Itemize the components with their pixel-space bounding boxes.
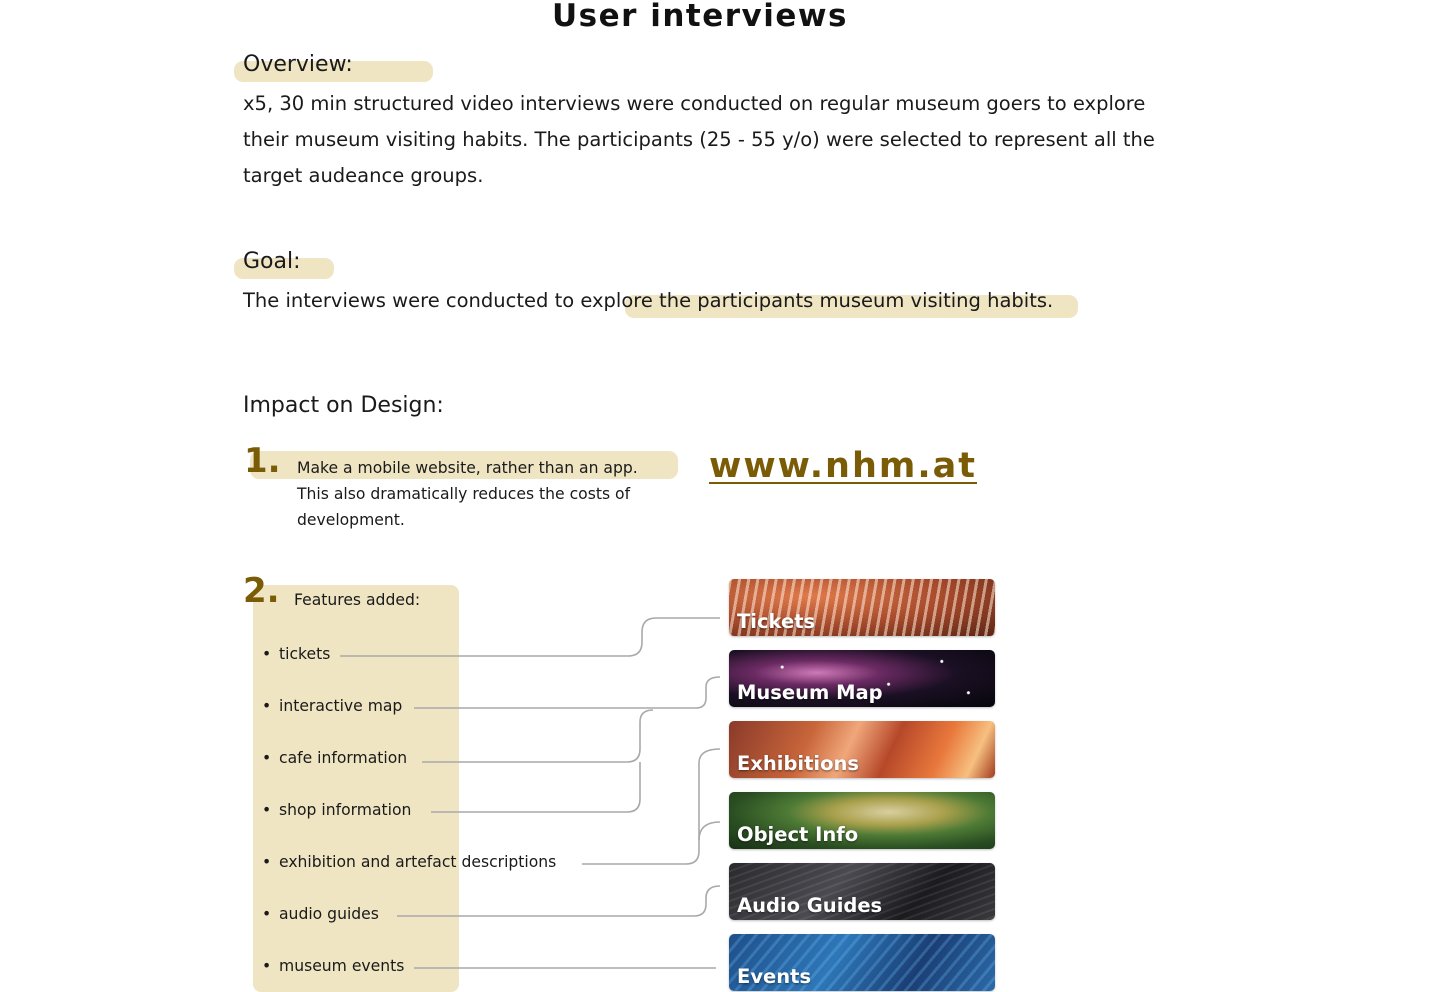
card-tickets[interactable]: Tickets (729, 579, 995, 636)
feature-item-cafe: • cafe information (262, 749, 408, 767)
feature-item-tickets: • tickets (262, 645, 331, 663)
page-title: User interviews (551, 0, 848, 34)
card-object-info[interactable]: Object Info (729, 792, 995, 849)
point1-number: 1. (244, 441, 281, 481)
card-exhibitions[interactable]: Exhibitions (729, 721, 995, 778)
overview-line-1: x5, 30 min structured video interviews were conducted on regular museum goers to explore (243, 92, 1146, 115)
point1-line-1: Make a mobile website, rather than an app. (297, 459, 638, 477)
goal-text: The interviews were conducted to explore the participants museum visiting habits. (243, 289, 1054, 312)
feature-item-interactive-map: • interactive map (262, 697, 403, 715)
feature-item-museum-events: • museum events (262, 957, 405, 975)
point1-line-2: This also dramatically reduces the costs of (297, 485, 631, 503)
connector-tickets (340, 618, 720, 656)
overview-line-2: their museum visiting habits. The participants (25 - 55 y/o) were selected to represent all the (243, 128, 1155, 151)
point1-line-3: development. (297, 511, 405, 529)
connector-interactive-map (414, 677, 720, 708)
card-audio-guides[interactable]: Audio Guides (729, 863, 995, 920)
connector-shop (431, 762, 640, 812)
card-events[interactable]: Events (729, 934, 995, 991)
impact-heading: Impact on Design: (243, 393, 444, 418)
website-link[interactable]: www.nhm.at (709, 446, 978, 486)
connector-audio (397, 886, 720, 916)
goal-heading: Goal: (243, 249, 301, 274)
features-heading: Features added: (294, 591, 421, 609)
overview-line-3: target audeance groups. (243, 164, 484, 187)
card-museum-map[interactable]: Museum Map (729, 650, 995, 707)
overview-heading: Overview: (243, 52, 353, 77)
feature-item-audio-guides: • audio guides (262, 905, 379, 923)
point2-number: 2. (243, 571, 280, 611)
feature-item-shop: • shop information (262, 801, 412, 819)
connector-exhibition (582, 749, 720, 864)
feature-item-exhibition-descriptions: • exhibition and artefact descriptions (262, 853, 557, 871)
connector-cafe (422, 710, 653, 762)
